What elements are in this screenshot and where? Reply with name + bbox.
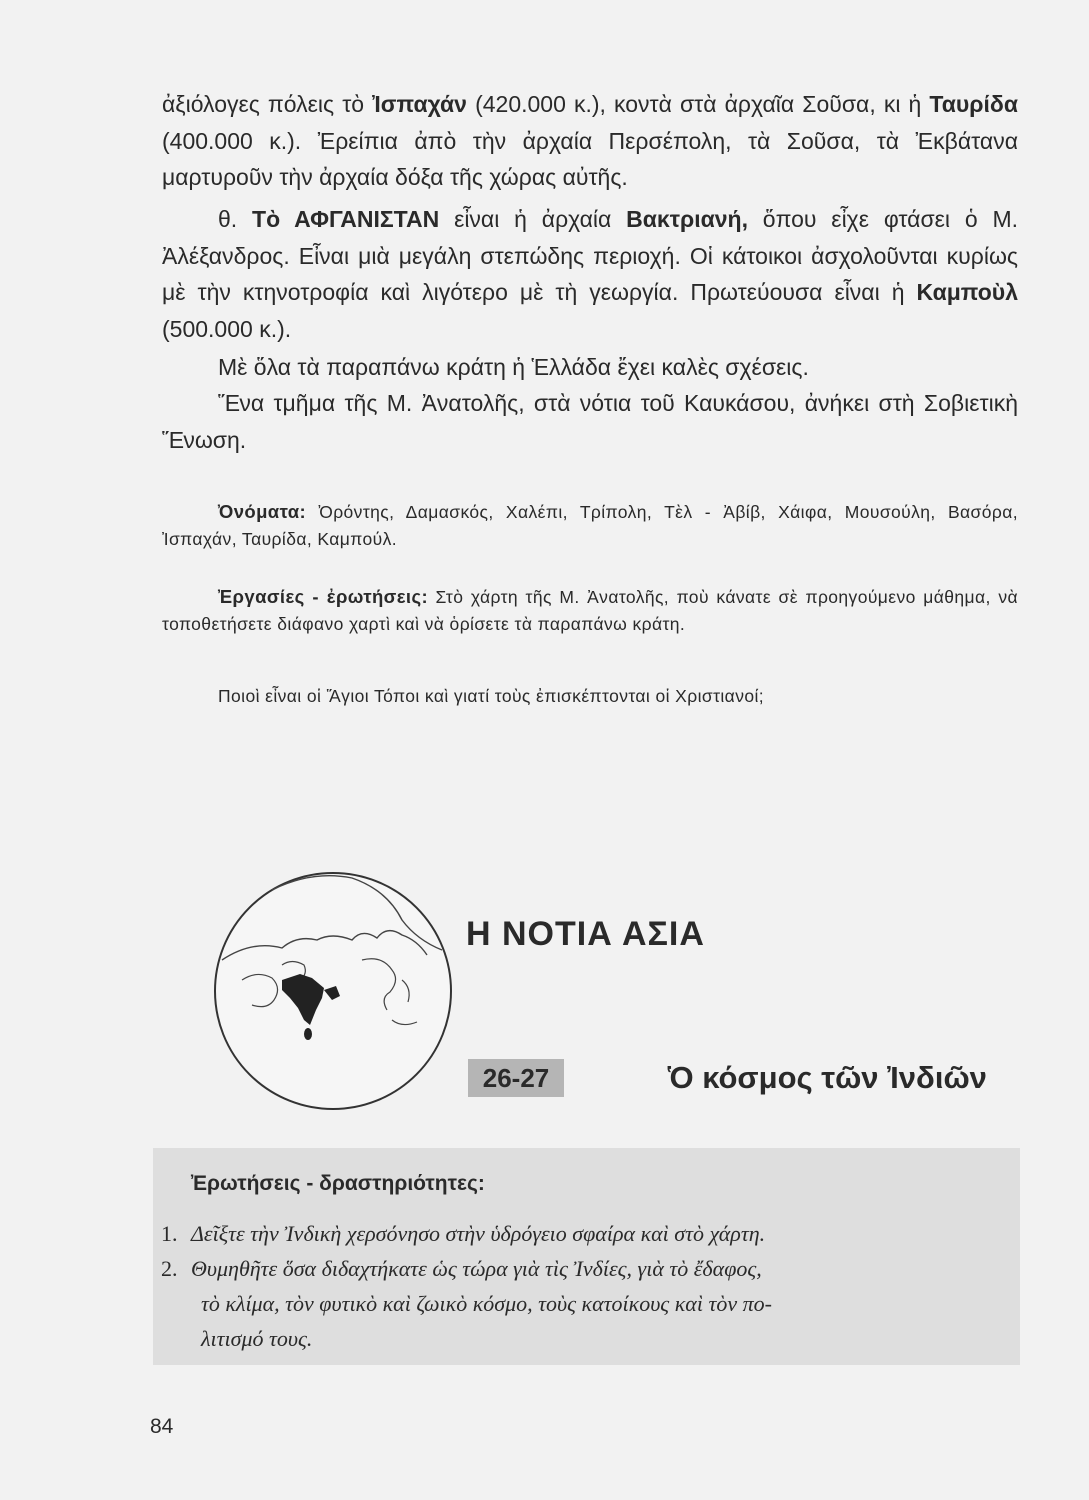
question-item: 1. Δεῖξτε τὴν Ἰνδικὴ χερσόνησο στὴν ὑδρόγειο σφαίρα καὶ στὸ χάρτη. [161, 1221, 766, 1246]
questions-title: Ἐρωτήσεις - δραστηριότητες: [191, 1172, 485, 1195]
paragraph-relations: Μὲ ὅλα τὰ παραπάνω κράτη ἡ Ἑλλάδα ἔχει καλὲς σχέσεις. [218, 354, 809, 380]
names-label: Ὀνόματα: [218, 501, 307, 522]
lesson-number-badge: 26-27 [468, 1059, 564, 1097]
lesson-title: Ὁ κόσμος τῶν Ἰνδιῶν [668, 1060, 987, 1095]
globe-south-asia-icon [212, 870, 454, 1112]
holy-places-question: Ποιοὶ εἶναι οἱ Ἅγιοι Τόποι καὶ γιατί τοὺς ἐπισκέπτονται οἱ Χριστιανοί; [218, 686, 765, 706]
paragraph-afghanistan: θ. Τὸ ΑΦΓΑΝΙΣΤΑΝ εἶναι ἡ ἀρχαία Βακτριανή, ὅπου εἶχε φτάσει ὁ Μ. Ἀλέξανδρος. Εἶναι μιὰ μεγάλη στεπώδης περιοχή. Οἱ κάτοικοι ἀσχολοῦνται κυρίως μὲ τὴν κτηνοτροφία καὶ λιγότερο μὲ τὴ γεωργία. Πρωτεύουσα εἶναι ἡ Καμποὺλ (500.000 κ.). [162, 206, 1019, 342]
tasks-label: Ἐργασίες - ἐρωτήσεις: [218, 586, 429, 607]
page-number: 84 [150, 1415, 174, 1438]
chapter-title: Η ΝΟΤΙΑ ΑΣΙΑ [466, 915, 705, 953]
tasks-questions: Ἐργασίες - ἐρωτήσεις: Στὸ χάρτη τῆς Μ. Ἀνατολῆς, ποὺ κάνατε σὲ προηγούμενο μάθημα, νὰ τοποθετήσετε διάφανο χαρτὶ καὶ νὰ ὁρίσετε τὰ παραπάνω κράτη. [162, 586, 1018, 634]
question-item: 2. Θυμηθῆτε ὅσα διδαχτήκατε ὡς τώρα γιὰ τὶς Ἰνδίες, γιὰ τὸ ἔδαφος, τὸ κλίμα, τὸν φυτικὸ καὶ ζωικὸ κόσμο, τοὺς κατοίκους καὶ τὸν πο- λιτισμό τους. [161, 1256, 772, 1351]
paragraph-soviet: Ἕνα τμῆμα τῆς Μ. Ἀνατολῆς, στὰ νότια τοῦ Καυκάσου, ἀνήκει στὴ Σοβιετικὴ Ἕνωση. [162, 390, 1018, 453]
names-list: Ὀνόματα: Ὀρόντης, Δαμασκός, Χαλέπι, Τρίπολη, Τὲλ - Ἀβίβ, Χάιφα, Μουσούλη, Βασόρα, Ἰσπαχάν, Ταυρίδα, Καμπούλ. [162, 501, 1018, 549]
questions-box [153, 1148, 1020, 1365]
paragraph-iran-cities: ἀξιόλογες πόλεις τὸ Ἰσπαχάν (420.000 κ.), κοντὰ στὰ ἀρχαῖα Σοῦσα, κι ἡ Ταυρίδα (400.000 κ.). Ἐρείπια ἀπὸ τὴν ἀρχαία Περσέπολη, τὰ Σοῦσα, τὰ Ἐκβάτανα μαρτυροῦν τὴν ἀρχαία δόξα τῆς χώρας αὐτῆς. [162, 91, 1018, 190]
